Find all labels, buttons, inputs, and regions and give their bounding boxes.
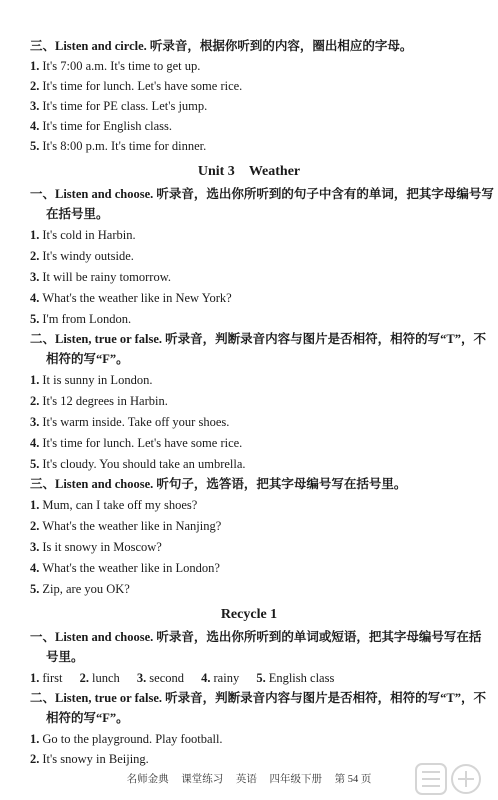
list-item [30, 248, 484, 264]
footer-brand: 名师金典 [126, 774, 169, 785]
item-text: Zip, are you OK? [42, 582, 130, 596]
item-number: 4. [30, 561, 40, 575]
section-heading-continued: 在括号里。 [46, 207, 109, 221]
list-item [30, 435, 484, 451]
item-number: 5. [30, 582, 40, 596]
item-number: 5. [30, 457, 40, 471]
item-text: It's 7:00 a.m. It's time to get up. [42, 59, 201, 73]
section-heading: 二、Listen, true or false. 听录音，判断录音内容与图片是否相符，相符的写“T”，不 [30, 332, 487, 346]
choice-item [30, 671, 63, 685]
item-text: It's time for English class. [42, 119, 173, 133]
item-text: Is it snowy in Moscow? [42, 540, 162, 554]
item-text: Go to the playground. Play football. [42, 732, 223, 746]
item-text: English class [268, 671, 335, 685]
item-text: What's the weather like in Nanjing? [42, 519, 222, 533]
item-number: 3. [30, 540, 40, 554]
item-number: 5. [256, 671, 266, 685]
list-item [30, 138, 484, 154]
list-item [30, 78, 484, 94]
footer-subject: 英语 [235, 774, 257, 785]
section-heading: 三、Listen and circle. 听录音，根据你听到的内容，圈出相应的字母。 [30, 39, 413, 53]
item-text: What's the weather like in London? [42, 561, 220, 575]
item-text: It's snowy in Beijing. [42, 752, 149, 766]
item-text: It's time for PE class. Let's jump. [42, 99, 208, 113]
list-item [30, 581, 484, 597]
item-text: second [149, 671, 185, 685]
item-number: 1. [30, 671, 40, 685]
item-number: 4. [30, 291, 40, 305]
item-number: 1. [30, 498, 40, 512]
footer-grade: 四年级下册 [269, 774, 322, 785]
list-item [30, 731, 484, 747]
item-number: 2. [30, 79, 40, 93]
item-text: It's 12 degrees in Harbin. [42, 394, 168, 408]
section-heading: 一、Listen and choose. 听录音，选出你所听到的单词或短语，把其字母编号写在括 [30, 630, 482, 644]
list-item [30, 456, 484, 472]
item-number: 1. [30, 59, 40, 73]
unit-number: Unit 3 [197, 164, 235, 179]
list-item [30, 539, 484, 555]
item-number: 4. [30, 436, 40, 450]
item-number: 2. [30, 394, 40, 408]
footer-type: 课堂练习 [181, 774, 224, 785]
list-item [30, 393, 484, 409]
recycle-title: Recycle 1 [220, 607, 278, 622]
list-item [30, 372, 484, 388]
item-number: 4. [201, 671, 211, 685]
list-item [30, 311, 484, 327]
item-number: 1. [30, 732, 40, 746]
list-item [30, 518, 484, 534]
item-number: 1. [30, 228, 40, 242]
choice-row [30, 670, 348, 686]
item-number: 4. [30, 119, 40, 133]
choice-item [256, 671, 334, 685]
item-text: It's time for lunch. Let's have some rice. [42, 79, 243, 93]
item-text: It's 8:00 p.m. It's time for dinner. [42, 139, 207, 153]
item-text: What's the weather like in New York? [42, 291, 232, 305]
item-text: I'm from London. [42, 312, 132, 326]
choice-item [80, 671, 120, 685]
list-item [30, 227, 484, 243]
section-heading: 三、Listen and choose. 听句子，选答语，把其字母编号写在括号里。 [30, 477, 407, 491]
item-text: It's windy outside. [42, 249, 134, 263]
item-number: 3. [136, 671, 147, 685]
item-text: It will be rainy tomorrow. [42, 270, 172, 284]
list-item [30, 98, 484, 114]
section-heading: 一、Listen and choose. 听录音，选出你所听到的句子中含有的单词，把其字母编号写 [30, 187, 494, 201]
item-number: 1. [30, 373, 40, 387]
item-number: 3. [30, 99, 40, 113]
item-number: 5. [30, 312, 40, 326]
item-text: It's warm inside. Take off your shoes. [42, 415, 230, 429]
item-number: 2. [30, 519, 40, 533]
item-number: 3. [30, 270, 40, 284]
item-text: lunch [92, 671, 120, 685]
section-heading-continued: 号里。 [46, 650, 84, 664]
item-text: It's cold in Harbin. [42, 228, 136, 242]
unit-title [0, 163, 498, 181]
unit-name: Weather [248, 164, 301, 179]
footer-page-number: 第 54 页 [334, 774, 372, 785]
item-text: It is sunny in London. [42, 373, 153, 387]
item-text: Mum, can I take off my shoes? [42, 498, 198, 512]
item-text: first [42, 671, 63, 685]
list-item [30, 269, 484, 285]
choice-item [201, 671, 239, 685]
item-number: 2. [79, 671, 90, 685]
item-number: 2. [30, 249, 40, 263]
item-text: rainy [213, 671, 240, 685]
list-item [30, 290, 484, 306]
list-item [30, 118, 484, 134]
item-number: 5. [30, 139, 40, 153]
item-text: It's time for lunch. Let's have some rice. [42, 436, 243, 450]
list-item [30, 560, 484, 576]
section-heading-continued: 相符的写“F”。 [46, 711, 129, 725]
choice-item [137, 671, 184, 685]
list-item [30, 497, 484, 513]
section-heading: 二、Listen, true or false. 听录音，判断录音内容与图片是否相符，相符的写“T”，不 [30, 691, 487, 705]
list-item [30, 58, 484, 74]
list-item [30, 414, 484, 430]
watermark-logo-icon [414, 760, 490, 798]
section-heading-continued: 相符的写“F”。 [46, 352, 129, 366]
item-text: It's cloudy. You should take an umbrella. [42, 457, 246, 471]
item-number: 3. [30, 415, 40, 429]
item-number: 2. [30, 752, 40, 766]
